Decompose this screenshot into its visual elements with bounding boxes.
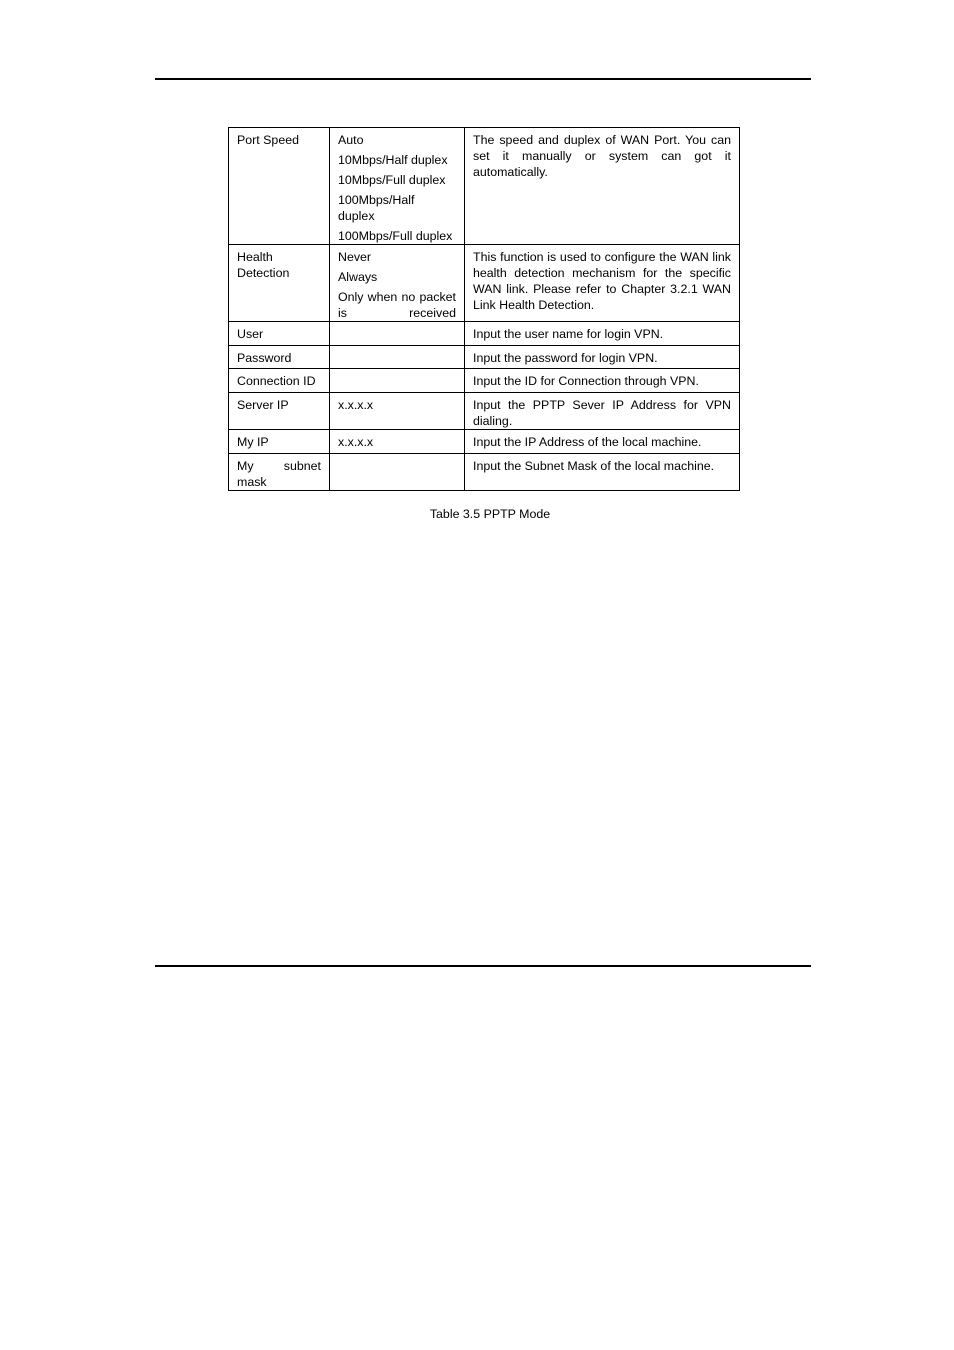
- table-row-port-speed: [229, 128, 740, 245]
- footer-rule: [155, 965, 811, 967]
- table-caption: Table 3.5 PPTP Mode: [429, 507, 551, 521]
- param-description: Input the PPTP Sever IP Address for VPN dialing.: [465, 393, 740, 430]
- option-100-half: 100Mbps/Half duplex: [338, 193, 415, 223]
- param-value: [330, 346, 465, 369]
- param-value: x.x.x.x: [330, 430, 465, 454]
- param-name: My IP: [229, 430, 330, 454]
- option-only-when-no-packet: Only when no packet is received: [338, 290, 456, 320]
- param-description: Input the ID for Connection through VPN.: [465, 369, 740, 393]
- param-name: Connection ID: [229, 369, 330, 393]
- param-description: Input the IP Address of the local machine.: [465, 430, 740, 454]
- param-description: The speed and duplex of WAN Port. You can set it manually or system can got it automatically.: [465, 128, 740, 245]
- table-row-password: [229, 346, 740, 369]
- param-name: Password: [229, 346, 330, 369]
- param-description: Input the Subnet Mask of the local machine.: [465, 454, 740, 491]
- pptp-mode-table: [228, 127, 740, 491]
- table-row-server-ip: [229, 393, 740, 430]
- table-row-health-detection: [229, 245, 740, 322]
- option-10-half: 10Mbps/Half duplex: [338, 153, 448, 167]
- option-always: Always: [338, 270, 378, 284]
- param-value: [330, 322, 465, 346]
- header-rule: [155, 78, 811, 80]
- param-name: My subnet mask: [229, 454, 330, 491]
- param-name: User: [229, 322, 330, 346]
- param-description: This function is used to configure the WAN link health detection mechanism for the specific WAN link. Please refer to Chapter 3.2.1 WAN Link Health Detection.: [465, 245, 740, 322]
- param-options: [330, 245, 465, 322]
- param-description: Input the user name for login VPN.: [465, 322, 740, 346]
- option-100-full: 100Mbps/Full duplex: [338, 229, 453, 243]
- table-row-connection-id: [229, 369, 740, 393]
- option-10-full: 10Mbps/Full duplex: [338, 173, 446, 187]
- param-value: [330, 454, 465, 491]
- param-name: Health Detection: [229, 245, 330, 322]
- param-name: Server IP: [229, 393, 330, 430]
- param-options: [330, 128, 465, 245]
- param-value: x.x.x.x: [330, 393, 465, 430]
- param-name: Port Speed: [229, 128, 330, 245]
- option-auto: Auto: [338, 133, 364, 147]
- option-never: Never: [338, 250, 372, 264]
- table-row-my-ip: [229, 430, 740, 454]
- param-description: Input the password for login VPN.: [465, 346, 740, 369]
- table-row-my-subnet-mask: [229, 454, 740, 491]
- table-row-user: [229, 322, 740, 346]
- param-value: [330, 369, 465, 393]
